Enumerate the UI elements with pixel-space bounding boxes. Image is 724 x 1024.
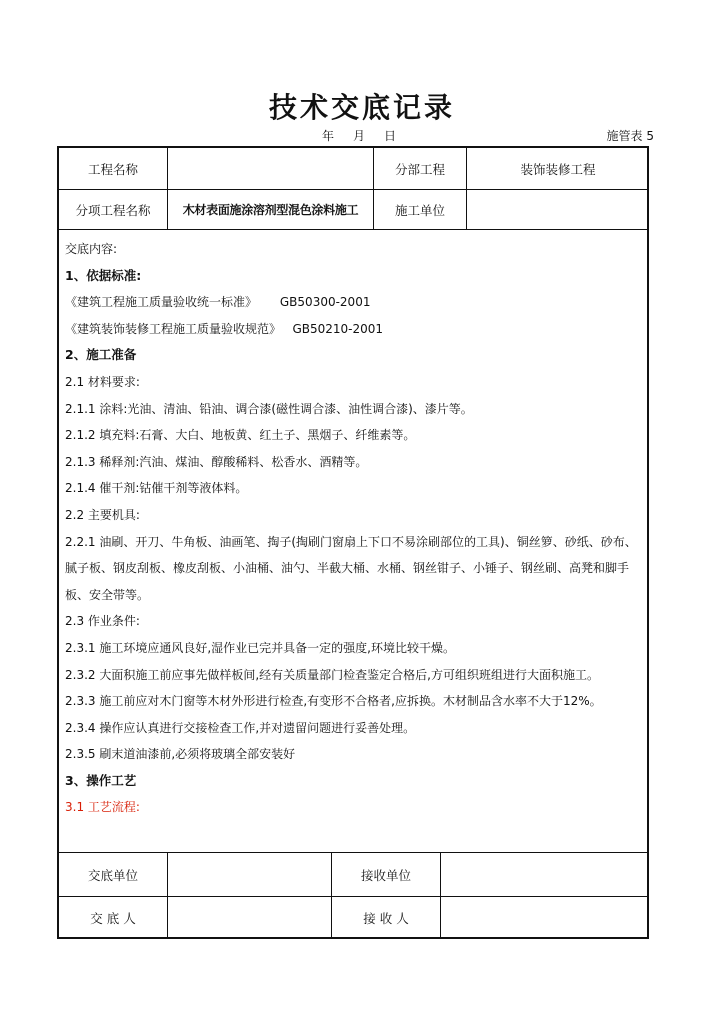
project-name-value[interactable] bbox=[168, 148, 374, 189]
division-value[interactable]: 装饰装修工程 bbox=[520, 161, 596, 177]
record-table bbox=[57, 146, 649, 939]
item-2-3: 2.3 作业条件: bbox=[65, 614, 140, 629]
item-2-1: 2.1 材料要求: bbox=[65, 374, 140, 389]
date-month: 月 bbox=[353, 129, 367, 143]
handover-unit-value[interactable] bbox=[168, 853, 332, 896]
item-2-1-1: 2.1.1 涂料:光油、清油、铅油、调合漆(磁性调合漆、油性调合漆)、漆片等。 bbox=[65, 401, 473, 416]
unit-value[interactable] bbox=[467, 190, 649, 229]
date-year: 年 bbox=[322, 129, 336, 143]
standard-2: 《建筑装饰装修工程施工质量验收规范》 GB50210-2001 bbox=[65, 321, 384, 336]
section-1-heading: 1、依据标准: bbox=[65, 267, 142, 283]
subitem-row bbox=[59, 190, 647, 230]
section-2-heading: 2、施工准备 bbox=[65, 347, 137, 363]
handover-person-label: 交 底 人 bbox=[59, 897, 168, 939]
content-intro: 交底内容: bbox=[65, 242, 118, 256]
unit-sign-row bbox=[59, 853, 647, 897]
receiver-person-label: 接 收 人 bbox=[332, 897, 441, 939]
project-row bbox=[59, 148, 647, 190]
section-3-heading: 3、操作工艺 bbox=[65, 772, 137, 788]
item-3-1: 3.1 工艺流程: bbox=[65, 800, 140, 815]
item-2-3-3: 2.3.3 施工前应对木门窗等木材外形进行检查,有变形不合格者,应拆换。木材制品含水率不大于12%。 bbox=[65, 694, 602, 709]
item-2-3-1: 2.3.1 施工环境应通风良好,湿作业已完并具备一定的强度,环境比较干燥。 bbox=[65, 640, 455, 655]
receiver-unit-label: 接收单位 bbox=[332, 853, 441, 896]
item-2-2: 2.2 主要机具: bbox=[65, 507, 140, 522]
date-line bbox=[322, 127, 415, 144]
page-title: 技术交底记录 bbox=[268, 91, 455, 124]
handover-person-value[interactable] bbox=[168, 897, 332, 939]
item-2-3-4: 2.3.4 操作应认真进行交接检查工作,并对遗留问题进行妥善处理。 bbox=[65, 720, 416, 735]
item-2-1-4: 2.1.4 催干剂:钴催干剂等液体料。 bbox=[65, 481, 248, 496]
item-2-3-2: 2.3.2 大面积施工前应事先做样板间,经有关质量部门检查鉴定合格后,方可组织班组进行大面积施工。 bbox=[65, 667, 599, 682]
item-2-1-3: 2.1.3 稀释剂:汽油、煤油、醇酸稀料、松香水、酒精等。 bbox=[65, 454, 368, 469]
date-day: 日 bbox=[384, 129, 398, 143]
receiver-unit-value[interactable] bbox=[441, 853, 649, 896]
item-2-3-5: 2.3.5 刷末道油漆前,必须将玻璃全部安装好 bbox=[65, 747, 296, 762]
receiver-person-value[interactable] bbox=[441, 897, 649, 939]
subitem-value[interactable]: 木材表面施涂溶剂型混色涂料施工 bbox=[168, 190, 374, 229]
standard-1: 《建筑工程施工质量验收统一标准》 GB50300-2001 bbox=[65, 295, 371, 310]
division-label: 分部工程 bbox=[374, 148, 467, 189]
person-sign-row bbox=[59, 897, 647, 939]
form-number: 施管表 5 bbox=[606, 129, 654, 143]
handover-unit-label: 交底单位 bbox=[59, 853, 168, 896]
unit-label: 施工单位 bbox=[374, 190, 467, 229]
subitem-label: 分项工程名称 bbox=[59, 190, 168, 229]
project-name-label: 工程名称 bbox=[59, 148, 168, 189]
item-2-2-1: 2.2.1 油刷、开刀、牛角板、油画笔、掏子(掏刷门窗扇上下口不易涂刷部位的工具)、铜丝箩、砂纸、砂布、腻子板、钢皮刮板、橡皮刮板、小油桶、油勺、半截大桶、水桶、钢丝钳子、小锤子、钢丝刷、高凳和脚手板、安全带等。 bbox=[65, 534, 637, 602]
item-2-1-2: 2.1.2 填充料:石膏、大白、地板黄、红土子、黑烟子、纤维素等。 bbox=[65, 428, 416, 443]
briefing-content bbox=[59, 230, 647, 853]
